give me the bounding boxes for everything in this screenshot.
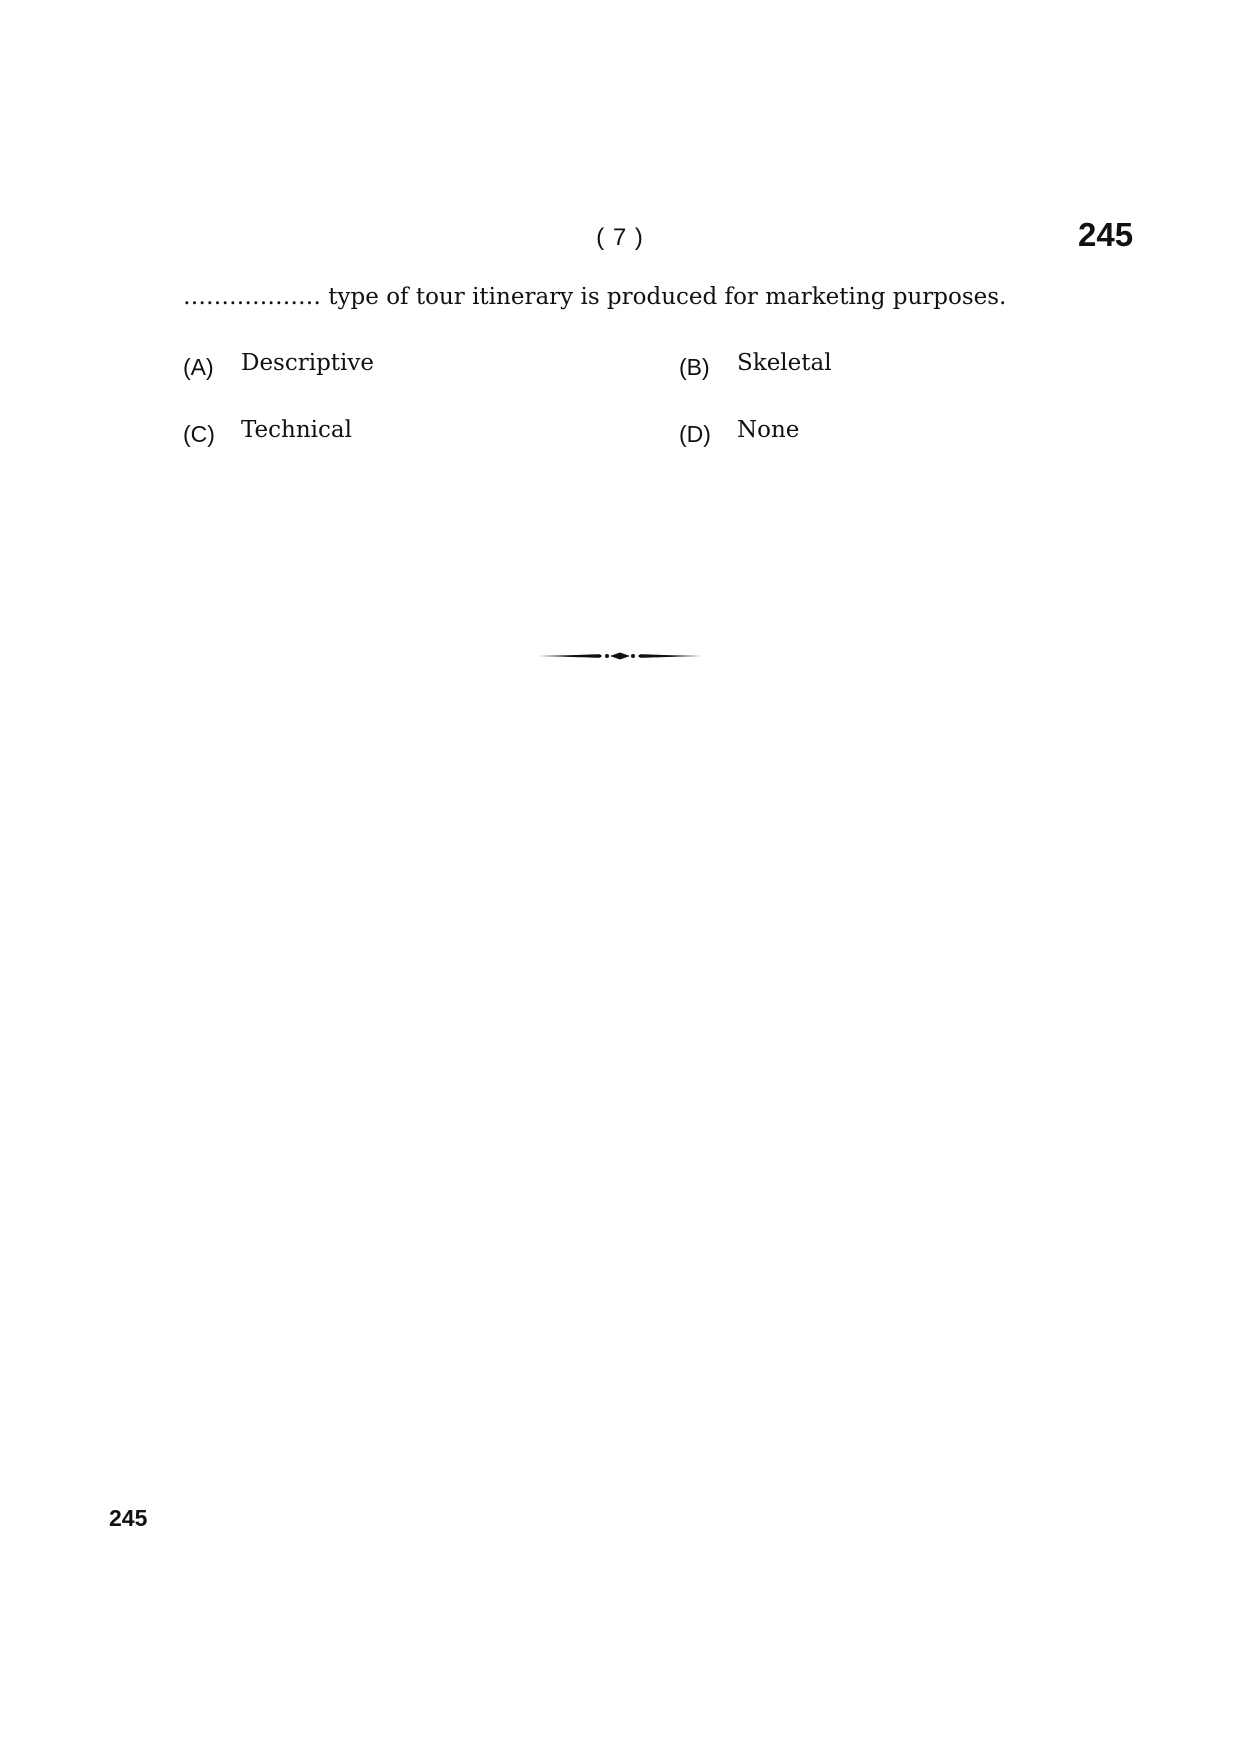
page-number: ( 7 )	[596, 224, 644, 251]
option-a-text: Descriptive	[241, 350, 375, 376]
question-text: ……………… type of tour itinerary is produced for marketing purposes.	[183, 284, 1007, 310]
paper-code-top: 245	[1078, 216, 1134, 253]
paper-code-bottom: 245	[109, 1505, 148, 1531]
option-d-letter: (D)	[679, 421, 711, 447]
option-b-letter: (B)	[679, 354, 710, 380]
option-c-text: Technical	[241, 417, 352, 443]
option-a-letter: (A)	[183, 354, 214, 380]
end-ornament-icon	[538, 648, 702, 664]
option-d-text: None	[737, 417, 800, 443]
option-c-letter: (C)	[183, 421, 215, 447]
option-b-text: Skeletal	[737, 350, 832, 376]
